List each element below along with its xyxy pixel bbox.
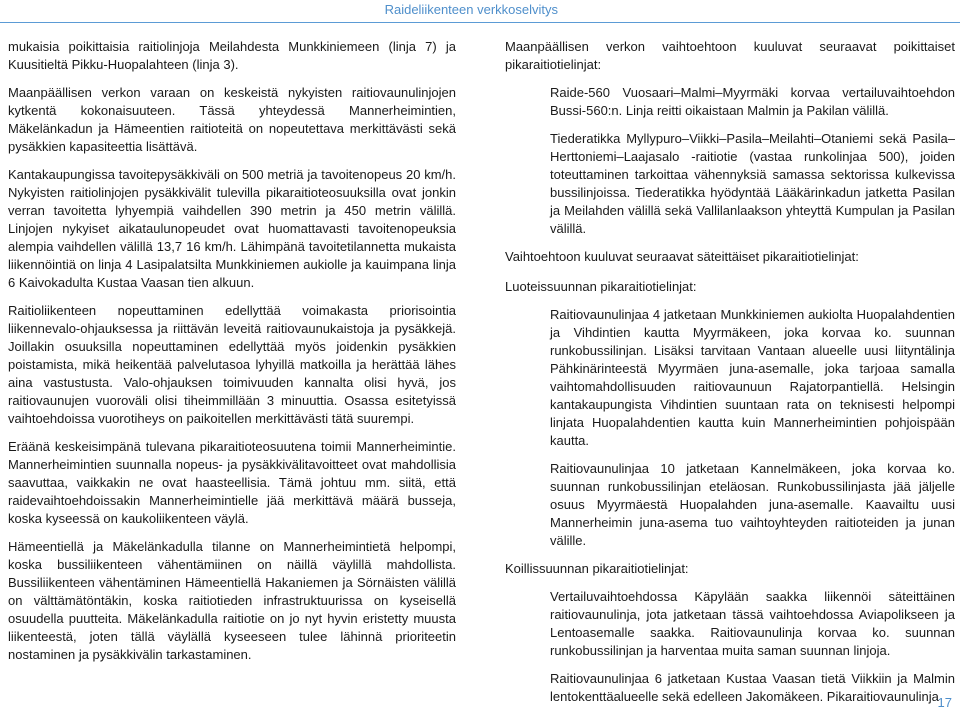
section-intro: Maanpäällisen verkon vaihtoehtoon kuuluvat seuraavat poikittaiset pikaraitiotielinjat: <box>505 39 955 72</box>
subsection-label: Luoteissuunnan pikaraitiotielinjat: <box>505 279 697 294</box>
paragraph: mukaisia poikittaisia raitiolinjoja Meilahdesta Munkkiniemeen (linja 7) ja Kuusitieltä Pikku-Huopalahteen (linja 3). <box>8 39 456 72</box>
subsection-label: Koillissuunnan pikaraitiotielinjat: <box>505 561 689 576</box>
list-item: Vertailuvaihtoehdossa Käpylään saakka liikennöi säteittäinen raitiovaunulinja, jota jatketaan tässä vaihtoehdossa Aviapolikseen ja Lentoasemalle saakka. Raitiovaunulinja korvaa ko. suunnan runkobussilinjan ja harventaa muita saman suunnan linjoja. <box>550 589 955 658</box>
list-item: Raitiovaunulinjaa 4 jatketaan Munkkiniemen aukiolta Huopalahdentien ja Vihdintien kautta Myyrmäkeen, joka korvaa ko. suunnan runkobussilinjan. Lisäksi tarvitaan Vantaan alueelle uusi liityntälinja Pähkinärinteestä Myyrmäen juna-asemalle, joka tarjoaa samalla vaihtomahdollisuuden raitiovaunuun Rajatorpantiellä. Helsingin kantakaupungista Vihdintien suuntaan rata on teknisesti helpompi linjata Huopalahdentien kautta kuin Mannerheimintien pohjoispään kautta. <box>550 307 955 448</box>
right-column <box>505 38 955 716</box>
paragraph: Maanpäällisen verkon varaan on keskeistä nykyisten raitiovaunulinjojen kytkentä kokonaisuuteen. Tässä yhteydessä Mannerheimintien, Mäkelänkadun ja Hämeentien raitioteitä on nopeutettava merkittävästi sekä pysäkkien kapasiteettia lisättävä. <box>8 85 456 154</box>
list-item: Raitiovaunulinjaa 6 jatketaan Kustaa Vaasan tietä Viikkiin ja Malmin lentokenttäalueelle sekä edelleen Jakomäkeen. Pikaraitiovaunulinja <box>550 671 955 704</box>
page-header <box>0 0 960 20</box>
header-divider <box>0 22 960 23</box>
paragraph: Kantakaupungissa tavoitepysäkkiväli on 500 metriä ja tavoitenopeus 20 km/h. Nykyisten raitiolinjojen pysäkkivälit tulevilla pikaraitioteosuuksilla ovat jonkin verran tavoitetta lyhyempiä vaihdellen 390 metrin ja 450 metrin välillä. Linjojen nykyiset aikataulunopeudet ovat huomattavasti tavoitenopeuksia alempia vaihdellen välillä 13,7 16 km/h. Lähimpänä tavoitetilannetta mukaista liikennöintiä on linja 4 Lasipalatsilta Munkkiniemen aukiolle ja kauimpana linja 6 Kaivokadulta Kustaa Vaasan tien alkuun. <box>8 167 456 290</box>
paragraph: Raitioliikenteen nopeuttaminen edellyttää voimakasta priorisointia liikennevalo-ohjauksessa ja riittävän leveitä raitiovaunukaistoja ja pysäkkejä. Joillakin osuuksilla nopeuttaminen edellyttää myös joidenkin pysäkkien poistamista, mikä heikentää palvelutasoa lyhyillä matkoilla ja herättää lähes aina vastustusta. Valo-ohjauksen toimivuuden kannalta olisi hyvä, jos raitiovaunujen vuoroväli olisi tiheimmillään 3 minuuttia. Osassa esitetyissä vaihtoehdoissa vuorotiheys on paikoitellen merkittävästi tätä suurempi. <box>8 303 456 426</box>
section-intro: Vaihtoehtoon kuuluvat seuraavat säteittäiset pikaraitiotielinjat: <box>505 249 859 264</box>
page-number: 17 <box>937 695 952 710</box>
list-item: Tiederatikka Myllypuro–Viikki–Pasila–Meilahti–Otaniemi sekä Pasila–Herttoniemi–Laajasalo -raitiotie (vastaa runkolinjaa 500), joiden toteuttaminen tarkoittaa vähennyksiä samassa sektorissa kulkevissa bussilinjoissa. Tiederatikka hyödyntää Lääkärinkadun jatketta Pasilan ja Meilahden välillä sekä Vallilanlaakson yhteyttä Kumpulan ja Pasilan välillä. <box>550 131 955 236</box>
list-item: Raide-560 Vuosaari–Malmi–Myyrmäki korvaa vertailuvaihtoehdon Bussi-560:n. Linja reitti oikaistaan Malmin ja Pakilan välillä. <box>550 85 955 118</box>
document-title: Raideliikenteen verkkoselvitys <box>384 2 558 17</box>
list-item: Raitiovaunulinjaa 10 jatketaan Kannelmäkeen, joka korvaa ko. suunnan runkobussilinjan eteläosan. Runkobussilinjasta jää jäljelle osuus Myyrmäestä Huopalahden juna-asemalle. Kaavailtu uusi Mannerheimin juna-asema tuo vaihtoyhteyden raitioteiden ja junan välille. <box>550 461 955 548</box>
paragraph: Hämeentiellä ja Mäkelänkadulla tilanne on Mannerheimintietä helpompi, koska bussiliikenteen vähentämiinen on näillä väylillä mahdollista. Bussiliikenteen vähentäminen Hämeentiellä Hakaniemen ja Sörnäisten välillä on välttämätöntäkin, koska raitiotieden infrastruktuurissa on kyseisellä osuudella puutteita. Mäkelänkadulla raitiotie on jo nyt hyvin eristetty muusta liikenteestä, joten tällä väylällä kyseeseen tulee lähinnä prioriteetin nostaminen ja pysäkkivälin tarkastaminen. <box>8 539 456 662</box>
paragraph: Eräänä keskeisimpänä tulevana pikaraitioteosuutena toimii Mannerheimintie. Mannerheimintien suunnalla nopeus- ja pysäkkivälitavoitteet ovat mahdollisia saavuttaa, vaikkakin ne ovat haasteellisia. Tämä johtuu mm. siitä, että raidevaihtoehdoissakin Mannerheimintielle jää merkittävä määrä busseja, koska kyseessä on kaukoliikenteen väylä. <box>8 439 456 526</box>
left-column <box>8 38 456 674</box>
